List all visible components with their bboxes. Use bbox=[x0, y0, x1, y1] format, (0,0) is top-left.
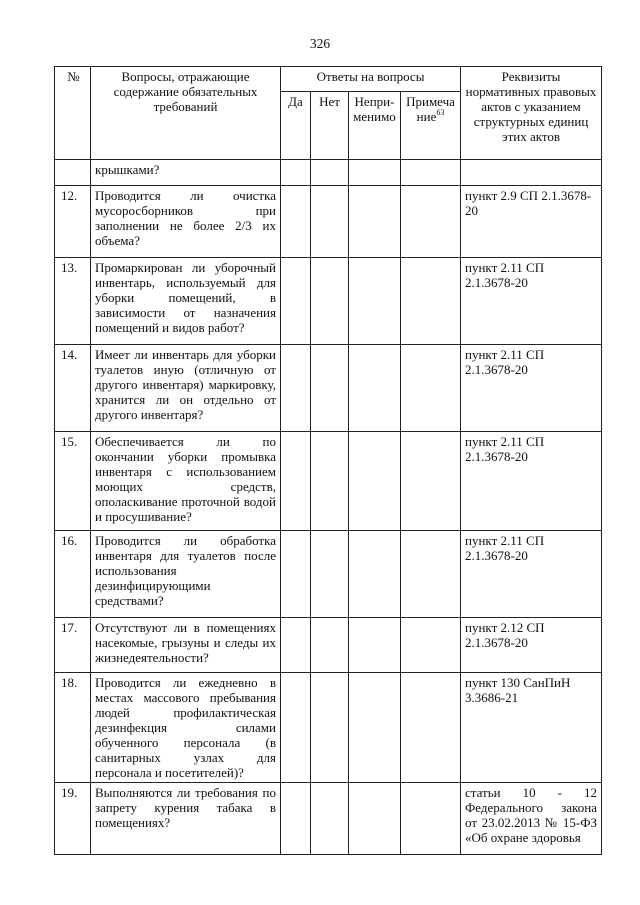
row-number: 13. bbox=[55, 258, 91, 345]
answer-na-cell[interactable] bbox=[349, 618, 401, 673]
answer-yes-cell[interactable] bbox=[281, 258, 311, 345]
row-reference: пункт 2.12 СП 2.1.3678-20 bbox=[461, 618, 602, 673]
table-row bbox=[55, 160, 602, 186]
row-reference: пункт 2.11 СП 2.1.3678-20 bbox=[461, 531, 602, 618]
answer-na-cell[interactable] bbox=[349, 673, 401, 783]
answer-no-cell[interactable] bbox=[311, 618, 349, 673]
header-refs: Реквизиты нормативных правовых актов с указанием структурных единиц этих актов bbox=[461, 67, 602, 160]
header-no: Нет bbox=[311, 92, 349, 160]
row-question: Проводится ли ежедневно в местах массового пребывания людей профилактическая дезинфекция силами обученного персонала (в санитарных узлах для персонала и посетителей)? bbox=[91, 673, 281, 783]
table-row bbox=[55, 345, 602, 432]
row-number bbox=[55, 160, 91, 186]
row-question: Промаркирован ли уборочный инвентарь, используемый для уборки помещений, в зависимости от назначения помещений и видов работ? bbox=[91, 258, 281, 345]
answer-note-cell[interactable] bbox=[401, 432, 461, 531]
table-row bbox=[55, 531, 602, 618]
answer-no-cell[interactable] bbox=[311, 783, 349, 855]
header-note-text: Примеча ние bbox=[406, 94, 455, 124]
table-row bbox=[55, 673, 602, 783]
header-num: № bbox=[55, 67, 91, 160]
row-reference: пункт 2.11 СП 2.1.3678-20 bbox=[461, 432, 602, 531]
answer-note-cell[interactable] bbox=[401, 783, 461, 855]
header-note bbox=[401, 92, 461, 160]
header-questions: Вопросы, отражающие содержание обязательных требований bbox=[91, 67, 281, 160]
answer-note-cell[interactable] bbox=[401, 186, 461, 258]
row-question: Проводится ли очистка мусоросборников при заполнении не более 2/3 их объема? bbox=[91, 186, 281, 258]
answer-yes-cell[interactable] bbox=[281, 186, 311, 258]
answer-yes-cell[interactable] bbox=[281, 432, 311, 531]
answer-note-cell[interactable] bbox=[401, 673, 461, 783]
answer-na-cell[interactable] bbox=[349, 783, 401, 855]
answer-na-cell[interactable] bbox=[349, 531, 401, 618]
row-question: крышками? bbox=[91, 160, 281, 186]
answer-yes-cell[interactable] bbox=[281, 160, 311, 186]
answer-na-cell[interactable] bbox=[349, 345, 401, 432]
answer-no-cell[interactable] bbox=[311, 345, 349, 432]
answer-no-cell[interactable] bbox=[311, 673, 349, 783]
row-reference: пункт 2.11 СП 2.1.3678-20 bbox=[461, 345, 602, 432]
answer-no-cell[interactable] bbox=[311, 531, 349, 618]
table-row bbox=[55, 783, 602, 855]
row-number: 14. bbox=[55, 345, 91, 432]
answer-no-cell[interactable] bbox=[311, 160, 349, 186]
answer-na-cell[interactable] bbox=[349, 432, 401, 531]
row-number: 12. bbox=[55, 186, 91, 258]
row-number: 15. bbox=[55, 432, 91, 531]
table-row bbox=[55, 186, 602, 258]
header-na: Непри-менимо bbox=[349, 92, 401, 160]
row-reference bbox=[461, 160, 602, 186]
row-number: 19. bbox=[55, 783, 91, 855]
footnote-ref: 63 bbox=[436, 107, 445, 117]
row-question: Отсутствуют ли в помещениях насекомые, грызуны и следы их жизнедеятельности? bbox=[91, 618, 281, 673]
answer-note-cell[interactable] bbox=[401, 258, 461, 345]
row-reference: статьи 10 - 12 Федерального закона от 23.02.2013 № 15-ФЗ «Об охране здоровья bbox=[461, 783, 602, 855]
answer-na-cell[interactable] bbox=[349, 186, 401, 258]
answer-no-cell[interactable] bbox=[311, 432, 349, 531]
answer-note-cell[interactable] bbox=[401, 531, 461, 618]
row-question: Выполняются ли требования по запрету курения табака в помещениях? bbox=[91, 783, 281, 855]
answer-note-cell[interactable] bbox=[401, 618, 461, 673]
row-number: 16. bbox=[55, 531, 91, 618]
header-yes: Да bbox=[281, 92, 311, 160]
answer-no-cell[interactable] bbox=[311, 186, 349, 258]
row-number: 18. bbox=[55, 673, 91, 783]
row-number: 17. bbox=[55, 618, 91, 673]
answer-yes-cell[interactable] bbox=[281, 673, 311, 783]
answer-yes-cell[interactable] bbox=[281, 531, 311, 618]
answer-yes-cell[interactable] bbox=[281, 345, 311, 432]
row-question: Обеспечивается ли по окончании уборки промывка инвентаря с использованием моющих средств, ополаскивание проточной водой и просушивание? bbox=[91, 432, 281, 531]
answer-note-cell[interactable] bbox=[401, 345, 461, 432]
header-answers: Ответы на вопросы bbox=[281, 67, 461, 92]
row-reference: пункт 2.11 СП 2.1.3678-20 bbox=[461, 258, 602, 345]
answer-na-cell[interactable] bbox=[349, 258, 401, 345]
table-row bbox=[55, 432, 602, 531]
answer-note-cell[interactable] bbox=[401, 160, 461, 186]
page-number: 326 bbox=[309, 36, 331, 51]
table-row bbox=[55, 258, 602, 345]
requirements-table bbox=[54, 66, 602, 855]
row-reference: пункт 130 СанПиН 3.3686-21 bbox=[461, 673, 602, 783]
row-reference: пункт 2.9 СП 2.1.3678-20 bbox=[461, 186, 602, 258]
row-question: Имеет ли инвентарь для уборки туалетов иную (отличную от другого инвентаря) маркировку, хранится ли он отдельно от другого инвентаря? bbox=[91, 345, 281, 432]
table-row bbox=[55, 618, 602, 673]
answer-yes-cell[interactable] bbox=[281, 618, 311, 673]
answer-no-cell[interactable] bbox=[311, 258, 349, 345]
answer-na-cell[interactable] bbox=[349, 160, 401, 186]
row-question: Проводится ли обработка инвентаря для туалетов после использования дезинфицирующими средствами? bbox=[91, 531, 281, 618]
answer-yes-cell[interactable] bbox=[281, 783, 311, 855]
